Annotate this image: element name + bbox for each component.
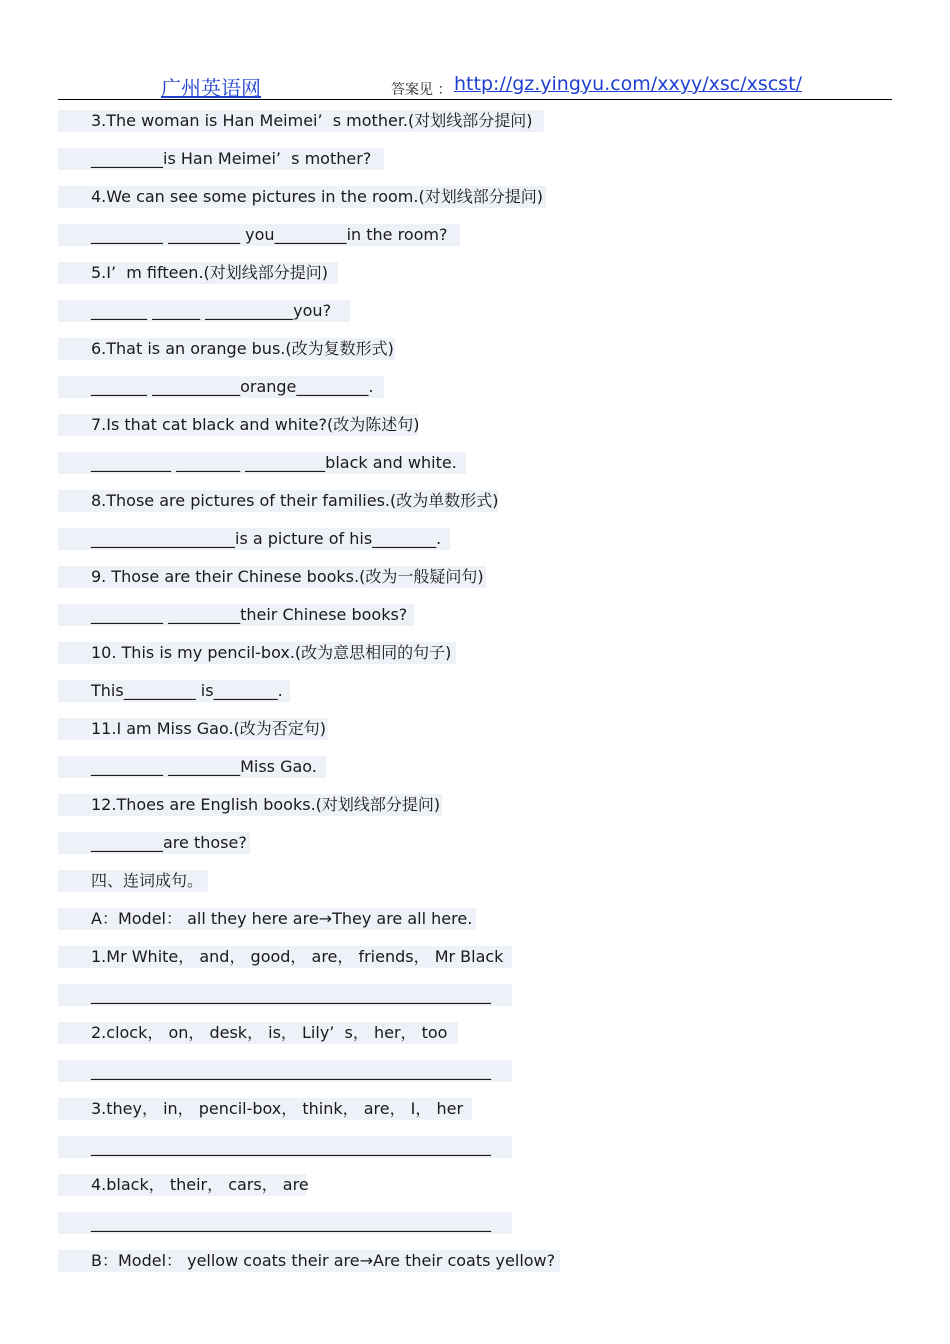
line-text: 7.Is that cat black and white?(改为陈述句) — [91, 415, 420, 434]
line-text: __________________________________________________ — [91, 1061, 491, 1080]
line-text: 2.clock， on， desk， is， Lily’ s， her， too — [91, 1023, 448, 1042]
line-text: 1.Mr White， and， good， are， friends， Mr Black — [91, 947, 504, 966]
line-text: 12.Thoes are English books.(对划线部分提问) — [91, 795, 441, 814]
line-text: __________ ________ __________black and white. — [91, 453, 457, 472]
site-name-link[interactable]: 广州英语网 — [161, 76, 261, 100]
line-text: __________________is a picture of his________. — [91, 529, 442, 548]
line-text: 4.black， their， cars， are — [91, 1175, 309, 1194]
line-text: 四、连词成句。 — [91, 871, 204, 890]
answer-url-link[interactable]: http://gz.yingyu.com/xxyy/xsc/xscst/ — [454, 73, 802, 95]
line-text: _________ _________their Chinese books? — [91, 605, 408, 624]
line-text: _______ ___________orange_________. — [91, 377, 374, 396]
line-text: 3.The woman is Han Meimei’ s mother.(对划线部分提问) — [91, 111, 533, 130]
line-text: A：Model： all they here are→They are all here. — [91, 909, 473, 928]
line-text: __________________________________________________ — [91, 1137, 491, 1156]
line-text: 10. This is my pencil-box.(改为意思相同的句子) — [91, 643, 452, 662]
line-text: _______ ______ ___________you? — [91, 301, 332, 320]
line-text: _________is Han Meimei’ s mother? — [91, 149, 372, 168]
line-text: 9. Those are their Chinese books.(改为一般疑问句) — [91, 567, 484, 586]
line-text: 11.I am Miss Gao.(改为否定句) — [91, 719, 327, 738]
line-text: 5.I’ m fifteen.(对划线部分提问) — [91, 263, 329, 282]
line-text: __________________________________________________ — [91, 1213, 491, 1232]
page-header — [58, 70, 892, 100]
line-text: __________________________________________________ — [91, 985, 491, 1004]
line-text: B：Model： yellow coats their are→Are their coats yellow? — [91, 1251, 556, 1270]
line-text: 8.Those are pictures of their families.(改为单数形式) — [91, 491, 499, 510]
answer-label: 答案见 ： — [391, 82, 452, 98]
line-text: 6.That is an orange bus.(改为复数形式) — [91, 339, 394, 358]
line-text: 4.We can see some pictures in the room.(对划线部分提问) — [91, 187, 543, 206]
line-text: _________are those? — [91, 833, 247, 852]
line-text: _________ _________ you_________in the room? — [91, 225, 448, 244]
line-text: 3.they， in， pencil-box， think， are， I， her — [91, 1099, 464, 1118]
line-text: _________ _________Miss Gao. — [91, 757, 317, 776]
line-text: This_________ is________. — [91, 681, 283, 700]
